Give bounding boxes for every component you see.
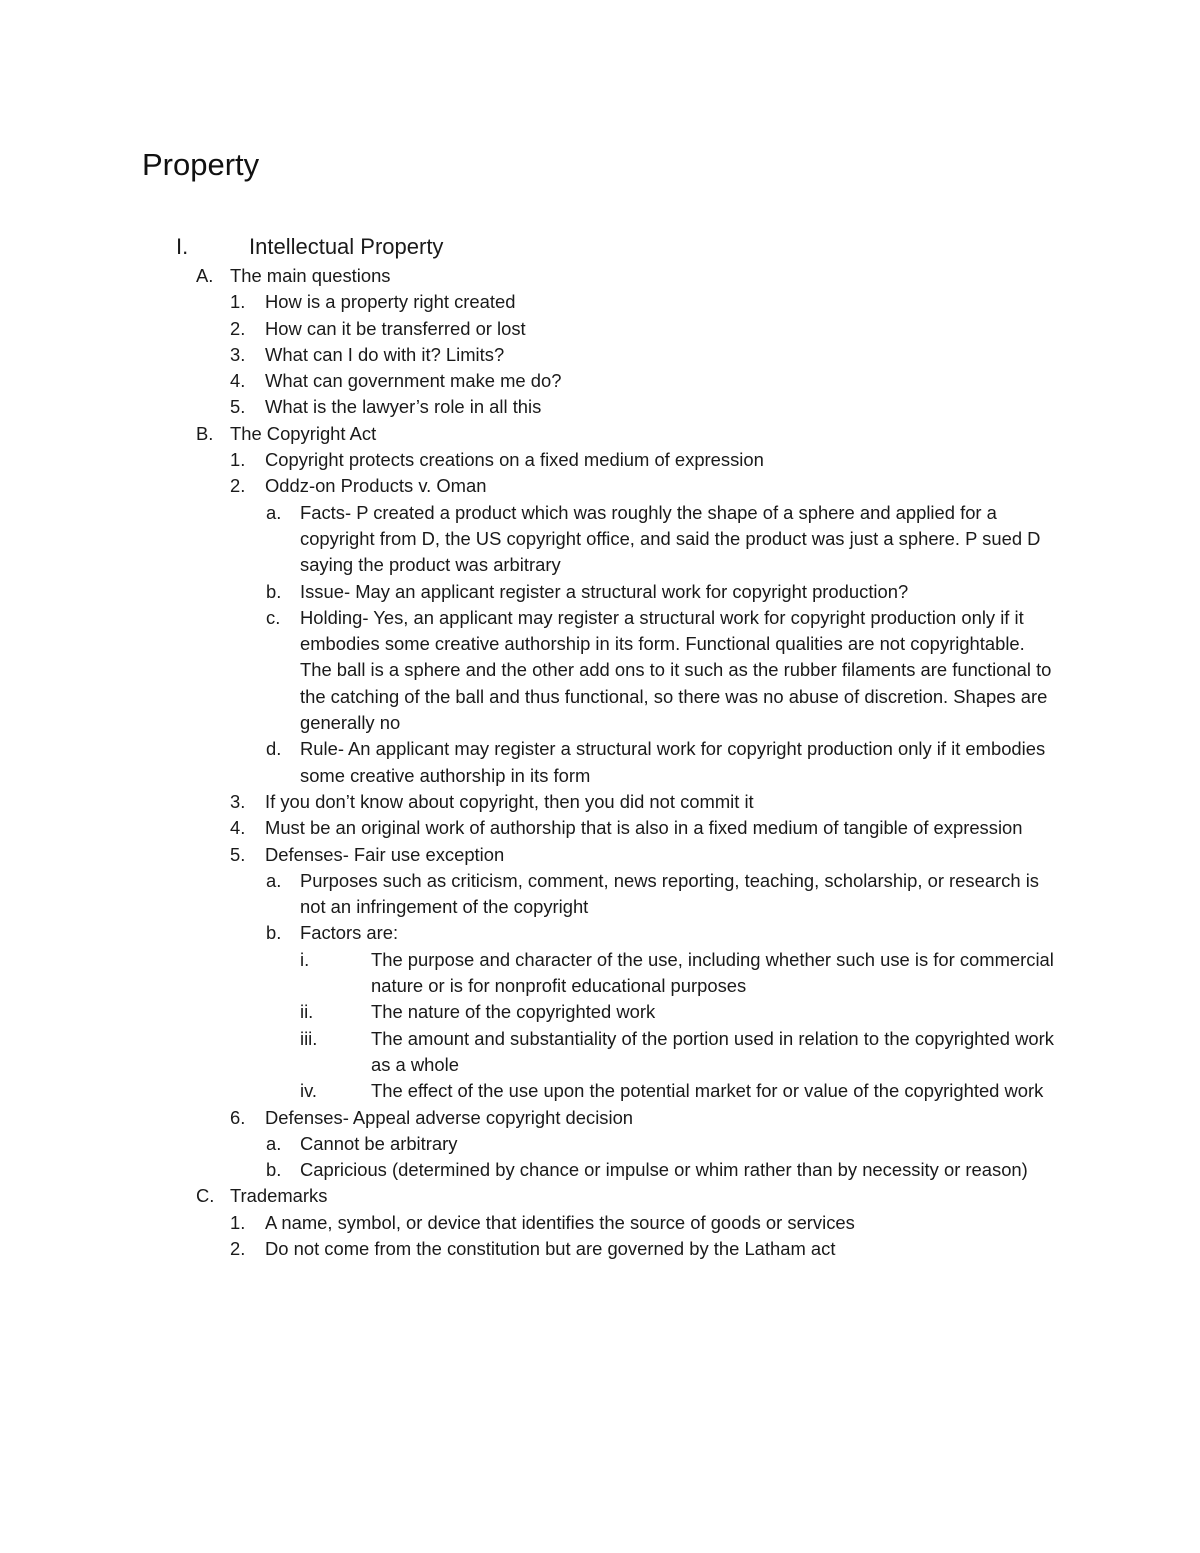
list-item (0, 289, 1200, 315)
item-text: The amount and substantiality of the portion used in relation to the copyrighted work as a whole (371, 1027, 1054, 1075)
item-marker: 1. (230, 291, 246, 313)
item-marker: 1. (230, 449, 246, 471)
list-item (0, 1236, 1200, 1262)
item-text: Defenses- Fair use exception (265, 843, 505, 865)
list-item (0, 1026, 1200, 1079)
item-text: Factors are: (300, 922, 399, 944)
list-item (0, 1157, 1200, 1183)
item-text: What can I do with it? Limits? (265, 343, 505, 365)
list-item (0, 947, 1200, 1000)
list-item (0, 789, 1200, 815)
list-item (0, 999, 1200, 1025)
item-marker: iv. (300, 1080, 318, 1102)
list-item (0, 316, 1200, 342)
item-text: How is a property right created (265, 291, 516, 313)
list-item (0, 605, 1200, 736)
item-text: Must be an original work of authorship that is also in a fixed medium of tangible of expression (265, 817, 1023, 839)
item-marker: 1. (230, 1211, 246, 1233)
list-item (0, 736, 1200, 789)
item-marker: a. (266, 1132, 282, 1154)
list-item (0, 368, 1200, 394)
list-item (0, 579, 1200, 605)
item-marker: 2. (230, 475, 246, 497)
list-item (0, 394, 1200, 420)
item-marker: 3. (230, 790, 246, 812)
outline (0, 231, 1200, 1262)
item-marker: 5. (230, 843, 246, 865)
list-item (0, 1210, 1200, 1236)
item-text: Defenses- Appeal adverse copyright decision (265, 1106, 634, 1128)
list-item (0, 815, 1200, 841)
item-marker: c. (266, 606, 281, 628)
item-text: If you don’t know about copyright, then you did not commit it (265, 790, 754, 812)
item-marker: 3. (230, 343, 246, 365)
list-item (0, 1078, 1200, 1104)
item-marker: B. (196, 422, 214, 444)
list-item (0, 447, 1200, 473)
item-text: Do not come from the constitution but are governed by the Latham act (265, 1237, 836, 1259)
list-item (0, 1131, 1200, 1157)
section-heading-row (0, 231, 1200, 263)
item-marker: i. (300, 948, 310, 970)
item-text: Cannot be arbitrary (300, 1132, 458, 1154)
section-marker: I. (176, 234, 189, 259)
outline-item-a (0, 263, 1200, 289)
item-text: Holding- Yes, an applicant may register a structural work for copyright production only if it embodies some creative authorship in its form. Functional qualities are not copyrightable. The ball is a sphere and the other add ons to it such as the rubber filaments are functional to the catching of the ball and thus functional, so there was no abuse of discretion. Shapes are generally no (300, 606, 1052, 734)
item-text: How can it be transferred or lost (265, 317, 526, 339)
list-item (0, 473, 1200, 499)
section-heading: Intellectual Property (249, 234, 444, 259)
item-marker: 2. (230, 317, 246, 339)
item-marker: A. (196, 265, 214, 286)
item-text: The main questions (230, 265, 391, 286)
item-marker: 4. (230, 370, 246, 392)
item-marker: a. (266, 501, 282, 523)
outline-item-b (0, 421, 1200, 447)
item-marker: 4. (230, 817, 246, 839)
list-item (0, 342, 1200, 368)
outline-item-c (0, 1183, 1200, 1209)
list-item (0, 920, 1200, 946)
page-title: Property (142, 147, 260, 182)
item-text: The Copyright Act (230, 422, 377, 444)
item-marker: C. (196, 1185, 215, 1207)
item-marker: iii. (300, 1027, 318, 1049)
list-item (0, 1105, 1200, 1131)
item-text: Oddz-on Products v. Oman (265, 475, 487, 497)
item-marker: b. (266, 922, 282, 944)
list-item (0, 868, 1200, 921)
item-text: The nature of the copyrighted work (371, 1001, 656, 1023)
item-text: Copyright protects creations on a fixed medium of expression (265, 449, 764, 471)
item-text: Trademarks (230, 1185, 328, 1207)
item-marker: d. (266, 738, 282, 760)
item-text: The effect of the use upon the potential market for or value of the copyrighted work (371, 1080, 1044, 1102)
item-text: Issue- May an applicant register a structural work for copyright production? (300, 580, 909, 602)
item-text: The purpose and character of the use, including whether such use is for commercial nature or is for nonprofit educational purposes (371, 948, 1054, 997)
list-item (0, 500, 1200, 579)
item-marker: b. (266, 580, 282, 602)
item-text: What can government make me do? (265, 370, 562, 392)
item-text: Facts- P created a product which was roughly the shape of a sphere and applied for a copyright from D, the US copyright office, and said the product was just a sphere. P sued D saying the product was arbitrary (300, 501, 1041, 576)
item-marker: 2. (230, 1237, 246, 1259)
item-text: A name, symbol, or device that identifies the source of goods or services (265, 1211, 855, 1233)
item-text: Capricious (determined by chance or impulse or whim rather than by necessity or reason) (300, 1159, 1028, 1181)
item-marker: b. (266, 1159, 282, 1181)
item-text: Rule- An applicant may register a structural work for copyright production only if it embodies some creative authorship in its form (300, 738, 1046, 786)
item-marker: ii. (300, 1001, 314, 1023)
item-marker: 5. (230, 396, 246, 418)
item-text: What is the lawyer’s role in all this (265, 396, 542, 418)
item-marker: 6. (230, 1106, 246, 1128)
item-marker: a. (266, 869, 282, 891)
item-text: Purposes such as criticism, comment, news reporting, teaching, scholarship, or research is not an infringement of the copyright (300, 869, 1039, 918)
list-item (0, 842, 1200, 868)
